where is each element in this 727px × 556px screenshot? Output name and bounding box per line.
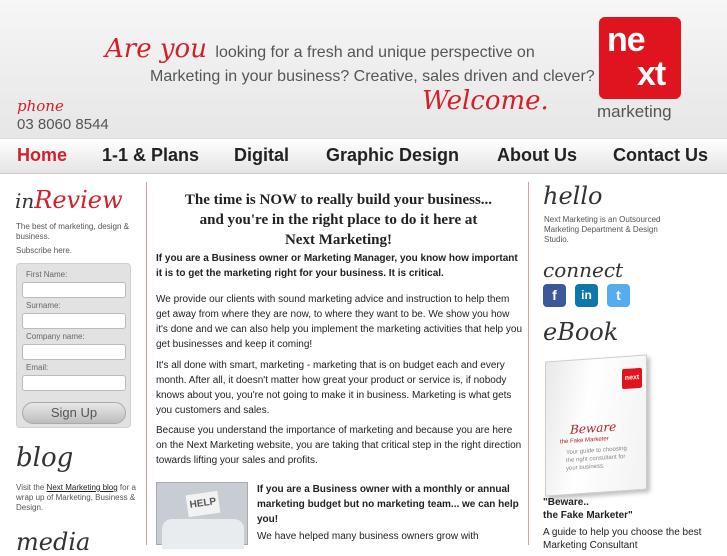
ebook-caption-line-1: "Beware.. (543, 497, 589, 508)
intro-paragraph: If you are a Business owner or Marketing Manager, you know how important it is to get the marketing right for your business. It is critical. (156, 253, 518, 279)
importance-paragraph: Because you understand the importance of marketing and because you are here on the Next Marketing website, you are taking that critical step in the right direction towards lifting your sales and profits. (156, 425, 522, 466)
help-image (156, 482, 248, 545)
ebook-cover-description: Your guide to choosing the right consultant for your business. (566, 445, 627, 473)
headline-line-3: Next Marketing! (284, 232, 393, 248)
nav-graphic-design[interactable]: Graphic Design (326, 145, 460, 165)
tagline-line-1 (105, 34, 535, 64)
company-label: Company name: (26, 332, 85, 341)
ebook-caption (543, 496, 633, 522)
inreview-prefix: in (15, 189, 35, 213)
business-owner-paragraph: If you are a Business owner with a monthly or annual marketing budget but no marketing team... we can help you! (257, 484, 519, 525)
left-sidebar (0, 178, 140, 556)
welcome-text: Welcome. (422, 86, 549, 116)
tagline-text-1: looking for a fresh and unique perspective on (215, 44, 535, 61)
right-sidebar (535, 178, 727, 551)
blog-text-pre: Visit the (16, 483, 47, 492)
phone-label: phone (17, 97, 64, 115)
logo-text-xt: xt (637, 55, 666, 93)
smart-marketing-paragraph: It's all done with smart, marketing - marketing that is on budget each and every month. After all, it doesn't matter how great your product or service is, if nobody knows about you, you're not going to make it in business. Marketing is what gets you customers and sales. (156, 360, 512, 416)
facebook-icon[interactable]: f (543, 284, 566, 307)
ebook-cover[interactable] (545, 354, 647, 496)
headline-line-1: The time is NOW to really build your business... (184, 192, 493, 208)
connect-title: connect (543, 258, 624, 282)
paper-pile (162, 519, 244, 549)
nav-contact-us[interactable]: Contact Us (613, 145, 709, 165)
site-header (0, 0, 727, 140)
clients-paragraph: We provide our clients with sound marketing advice and instruction to help them get away from where they are now, to where they want to be. We show you how it's done and we can also help you implement the marketing activities that help you get businesses and keep it coming! (156, 294, 523, 350)
inreview-word: Review (34, 186, 123, 214)
linkedin-icon[interactable]: in (575, 284, 598, 307)
ebook-description: A guide to help you choose the best Marketing Consultant (543, 527, 702, 551)
surname-label: Surname: (26, 301, 61, 310)
email-label: Email: (26, 363, 49, 372)
subscribe-text: Subscribe here. (16, 246, 73, 255)
review-description: The best of marketing, design & business. (16, 222, 129, 241)
phone-number: 03 8060 8544 (17, 116, 109, 133)
sign-up-button[interactable]: Sign Up (22, 402, 126, 424)
main-content (146, 182, 529, 545)
first-name-input[interactable] (22, 282, 126, 298)
surname-input[interactable] (22, 313, 126, 329)
nav-about-us[interactable]: About Us (497, 145, 577, 165)
ebook-cover-subtitle: the Fake Marketer (560, 436, 609, 446)
helped-paragraph: We have helped many business owners grow with (257, 531, 479, 542)
help-sign: HELP (186, 491, 221, 517)
ebook-logo: next (622, 368, 642, 389)
subscribe-form (16, 263, 131, 428)
nav-plans[interactable]: 1-1 & Plans (102, 145, 200, 165)
tagline-prefix: Are you (105, 34, 207, 64)
headline-line-2: and you're in the right place to do it here at (199, 212, 478, 228)
ebook-caption-line-2: the Fake Marketer" (543, 510, 633, 521)
ebook-cover-title: Beware (570, 419, 617, 437)
main-nav (0, 138, 727, 174)
logo-text-ne: ne (607, 21, 645, 59)
media-title: media (16, 528, 91, 556)
blog-description (16, 483, 136, 513)
nav-home[interactable]: Home (17, 145, 68, 165)
twitter-icon[interactable]: t (607, 284, 630, 307)
blog-text-post: for a wrap up of Marketing, Business & Design. (16, 483, 136, 512)
blog-title: blog (16, 443, 74, 473)
inreview-title (15, 186, 123, 215)
main-headline (147, 190, 530, 250)
tagline-line-2: Marketing in your business? Creative, sales driven and clever? (150, 68, 595, 85)
ebook-title: eBook (543, 318, 619, 346)
blog-link[interactable]: Next Marketing blog (46, 483, 118, 492)
email-input[interactable] (22, 375, 126, 391)
first-name-label: First Name: (26, 270, 68, 279)
hello-title: hello (543, 182, 603, 210)
company-input[interactable] (22, 344, 126, 360)
next-marketing-logo[interactable] (599, 17, 681, 99)
nav-digital[interactable]: Digital (234, 145, 290, 165)
hello-description: Next Marketing is an Outsourced Marketing Department & Design Studio. (544, 215, 661, 244)
logo-wordmark: marketing (597, 102, 672, 121)
